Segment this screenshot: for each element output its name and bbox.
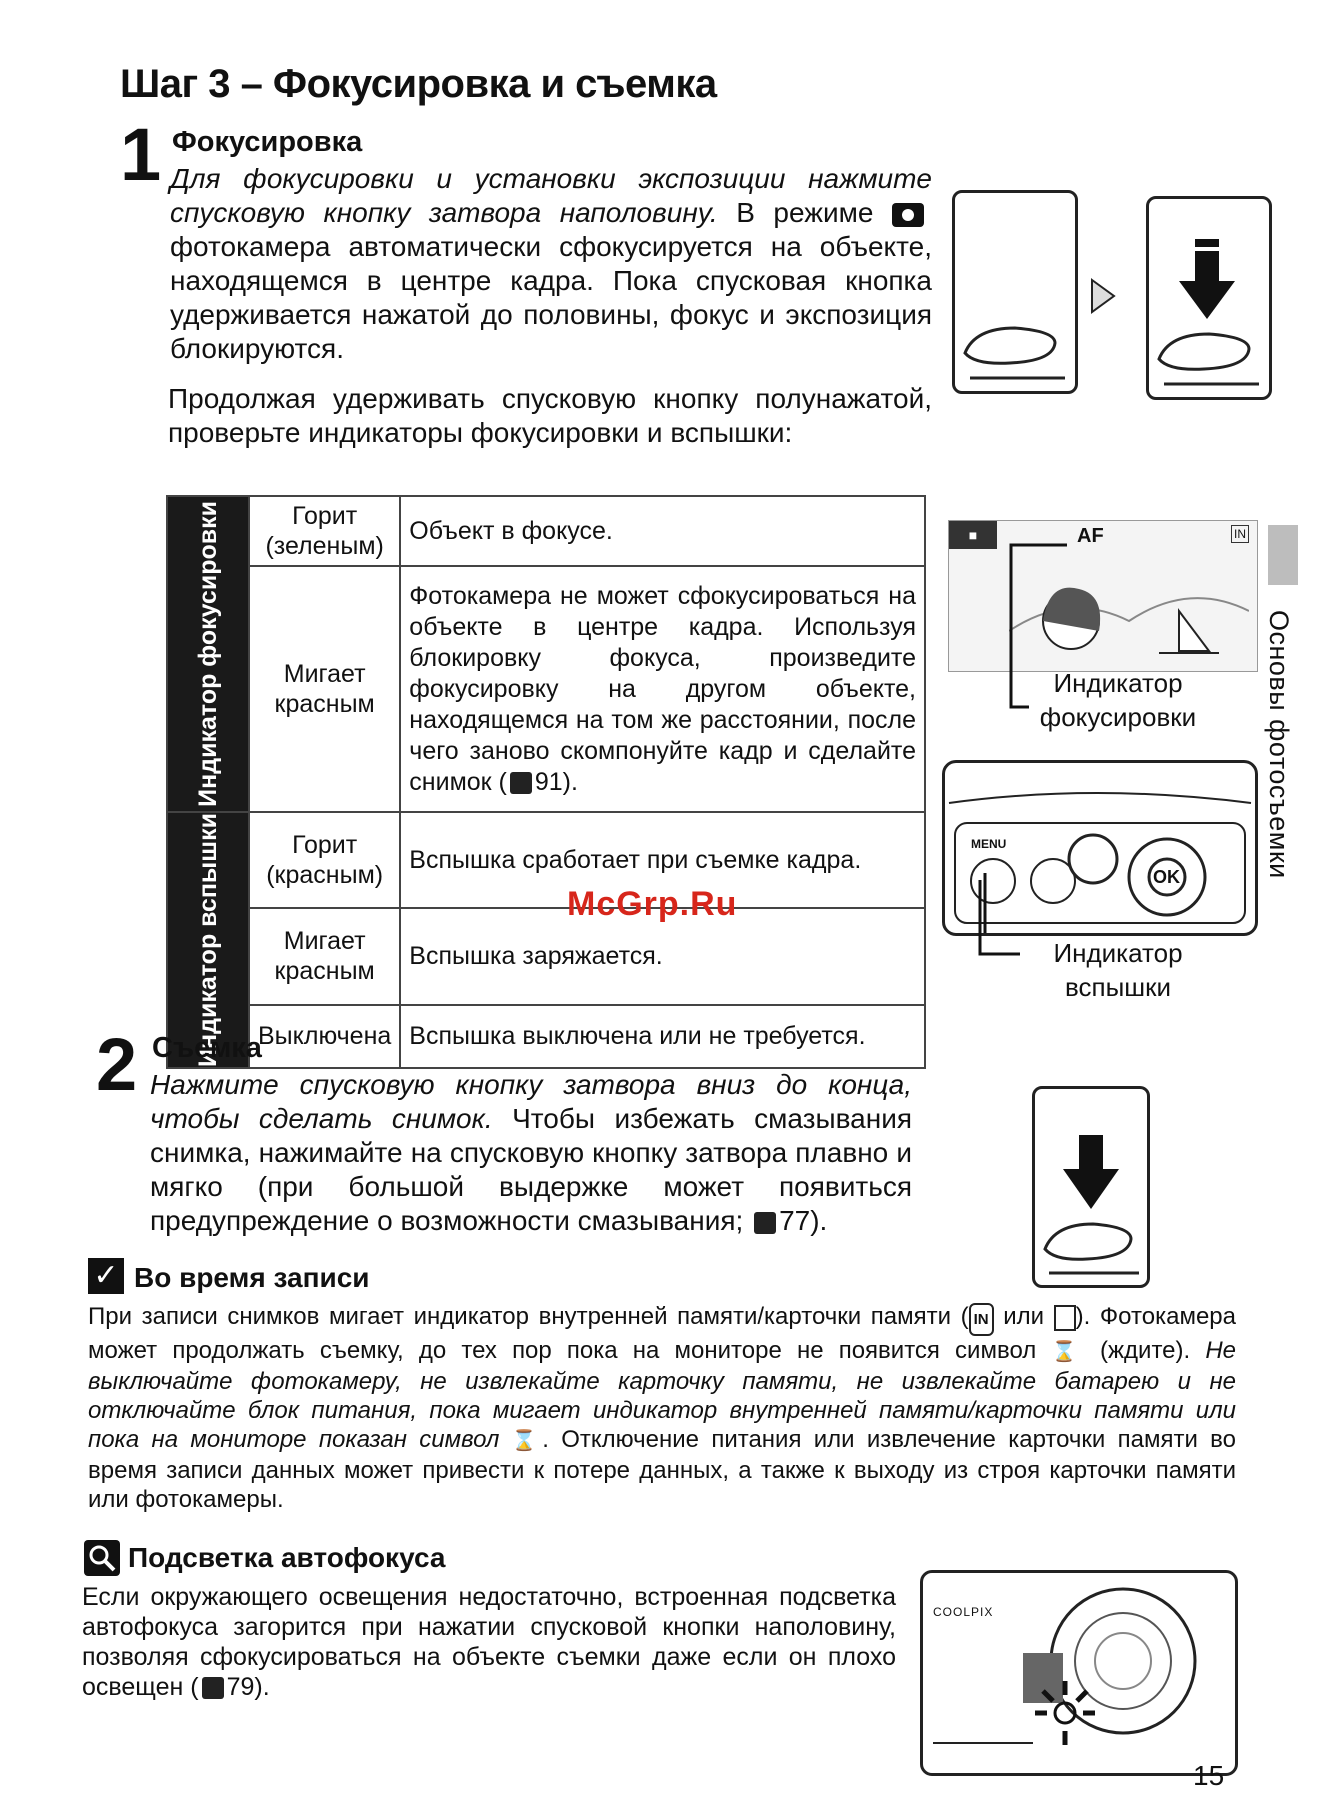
description-cell: Вспышка выключена или не требуется. (400, 1005, 925, 1068)
focus-indicator-caption: Индикатор фокусировки (1039, 668, 1197, 732)
step-2-number: 2 (96, 1023, 138, 1106)
note-recording-title: Во время записи (134, 1262, 370, 1293)
menu-button-label: MENU (971, 837, 1007, 851)
state-cell: Мигает красным (249, 908, 400, 1004)
camera-mode-icon (892, 203, 924, 227)
indicator-table (166, 495, 926, 1069)
step-1-heading: Фокусировка (172, 126, 363, 158)
state-cell: Горит (зеленым) (249, 496, 400, 566)
page-reference: 77). (779, 1205, 828, 1236)
step-1-mode-text: В режиме (736, 197, 874, 228)
table-row (167, 496, 925, 566)
step-1-explanation: фотокамера автоматически сфокусируется на объекте, находящемся в центре кадра. Пока спусковая кнопка удерживается нажатой до половины, фокус и экспозиция блокируются. (170, 231, 932, 364)
note-text-part: Если окружающего освещения недостаточно, встроенная подсветка автофокуса загорится при нажатии спусковой кнопки наполовину, позволяя сфокусироваться на объекте съемки даже если он плохо освещен ( (82, 1583, 896, 1701)
hourglass-icon: ⌛ (1051, 1341, 1085, 1363)
step-1-paragraph-2: Продолжая удерживать спусковую кнопку полунажатой, проверьте индикаторы фокусировки и вспышки: (168, 383, 932, 448)
section-side-label: Основы фотосъемки (1264, 610, 1294, 879)
lens-illuminator-icon (923, 1573, 1235, 1773)
reference-icon (202, 1677, 224, 1699)
checkmark-note-icon: ✓ (88, 1258, 124, 1294)
flash-indicator-header (167, 812, 249, 1068)
step-1-instruction: Для фокусировки и установки экспозиции нажмите спусковую кнопку затвора наполовину. (170, 163, 932, 228)
magnifier-icon (84, 1540, 120, 1576)
state-cell: Мигает красным (249, 566, 400, 812)
monitor-figure (948, 520, 1258, 672)
note-warning-text: Не выключайте фотокамеру, не извлекайте карточку памяти, не извлекайте батарею и не отключайте блок питания, пока мигает индикатор внутренней памяти/карточки памяти или пока на мониторе показан символ (88, 1337, 1237, 1453)
reference-icon (754, 1212, 776, 1234)
step-2-heading: Съемка (152, 1032, 262, 1064)
press-down-arrow-icon (1149, 199, 1269, 397)
full-press-figure-2 (1032, 1086, 1150, 1288)
page-reference: 79). (226, 1673, 270, 1701)
internal-memory-icon: IN (969, 1303, 994, 1336)
camera-brand-label: COOLPIX (933, 1605, 994, 1619)
step-2-instruction: Нажмите спусковую кнопку затвора вниз до конца, чтобы сделать снимок. (150, 1069, 912, 1134)
table-row (167, 566, 925, 812)
focus-indicator-header (167, 496, 249, 812)
note-text-part: . Отключение питания или извлечение карточки памяти во время записи данных может привести к потере данных, а также к выходу из строя карточки памяти или фотокамеры. (88, 1426, 1237, 1513)
description-cell: Вспышка заряжается. (400, 908, 925, 1004)
reference-icon (510, 772, 532, 794)
step-2-explanation: Чтобы избежать смазывания снимка, нажимайте на спусковую кнопку затвора плавно и мягко (при большой выдержке может появиться предупреждение о возможности смазывания; (150, 1103, 913, 1236)
step-2-paragraph (150, 1068, 912, 1238)
note-recording-text (88, 1302, 1236, 1514)
table-row (167, 1005, 925, 1068)
state-cell: Горит (красным) (249, 812, 400, 908)
note-text-part: (ждите). (1099, 1337, 1191, 1364)
flash-indicator-header-text: Индикатор вспышки (194, 813, 222, 1067)
ok-button-label: OK (1153, 867, 1180, 887)
finger-icon (955, 193, 1075, 391)
memory-card-icon (1054, 1305, 1076, 1331)
description-cell: Объект в фокусе. (400, 496, 925, 566)
table-row (167, 812, 925, 908)
note-text-part: или (1003, 1303, 1045, 1330)
section-tab-marker (1268, 525, 1298, 585)
flash-indicator-caption: Индикатор вспышки (1053, 938, 1183, 1002)
state-cell: Выключена (249, 1005, 400, 1068)
note-text-part: При записи снимков мигает индикатор внутренней памяти/карточки памяти ( (88, 1303, 969, 1330)
arrow-right-icon (1088, 276, 1118, 316)
page-title: Шаг 3 – Фокусировка и съемка (120, 62, 717, 106)
focus-indicator-header-text: Индикатор фокусировки (194, 501, 222, 807)
table-row (167, 908, 925, 1004)
magnifier-note-icon (84, 1540, 120, 1576)
watermark: McGrp.Ru (567, 885, 738, 923)
memory-indicator-icon: IN (1231, 525, 1249, 543)
description-text: Фотокамера не может сфокусироваться на объекте в центре кадра. Используя блокировку фокуса, произведите фокусировку на другом объекте, находящемся на том же расстоянии, после чего заново скомпонуйте кадр и сделайте снимок ( (409, 581, 916, 796)
af-assist-figure (920, 1570, 1238, 1776)
press-down-arrow-icon (1035, 1089, 1147, 1285)
full-press-figure (1146, 196, 1272, 400)
page-number: 15 (1193, 1760, 1225, 1791)
description-cell: Вспышка сработает при съемке кадра. (400, 812, 925, 908)
step-1-number: 1 (120, 113, 162, 196)
description-cell (400, 566, 925, 812)
camera-mode-icon: ■ (949, 521, 997, 549)
step-1-paragraph-1 (170, 162, 932, 366)
half-press-figure (952, 190, 1078, 394)
note-af-assist-title: Подсветка автофокуса (128, 1542, 446, 1573)
note-text-part: ). Фотокамера может продолжать съемку, до тех пор пока на мониторе не появится символ (88, 1303, 1236, 1364)
note-af-assist-text (82, 1582, 896, 1702)
af-indicator: AF (1077, 525, 1104, 547)
page-reference: 91). (534, 767, 578, 796)
hourglass-icon: ⌛ (511, 1430, 543, 1452)
